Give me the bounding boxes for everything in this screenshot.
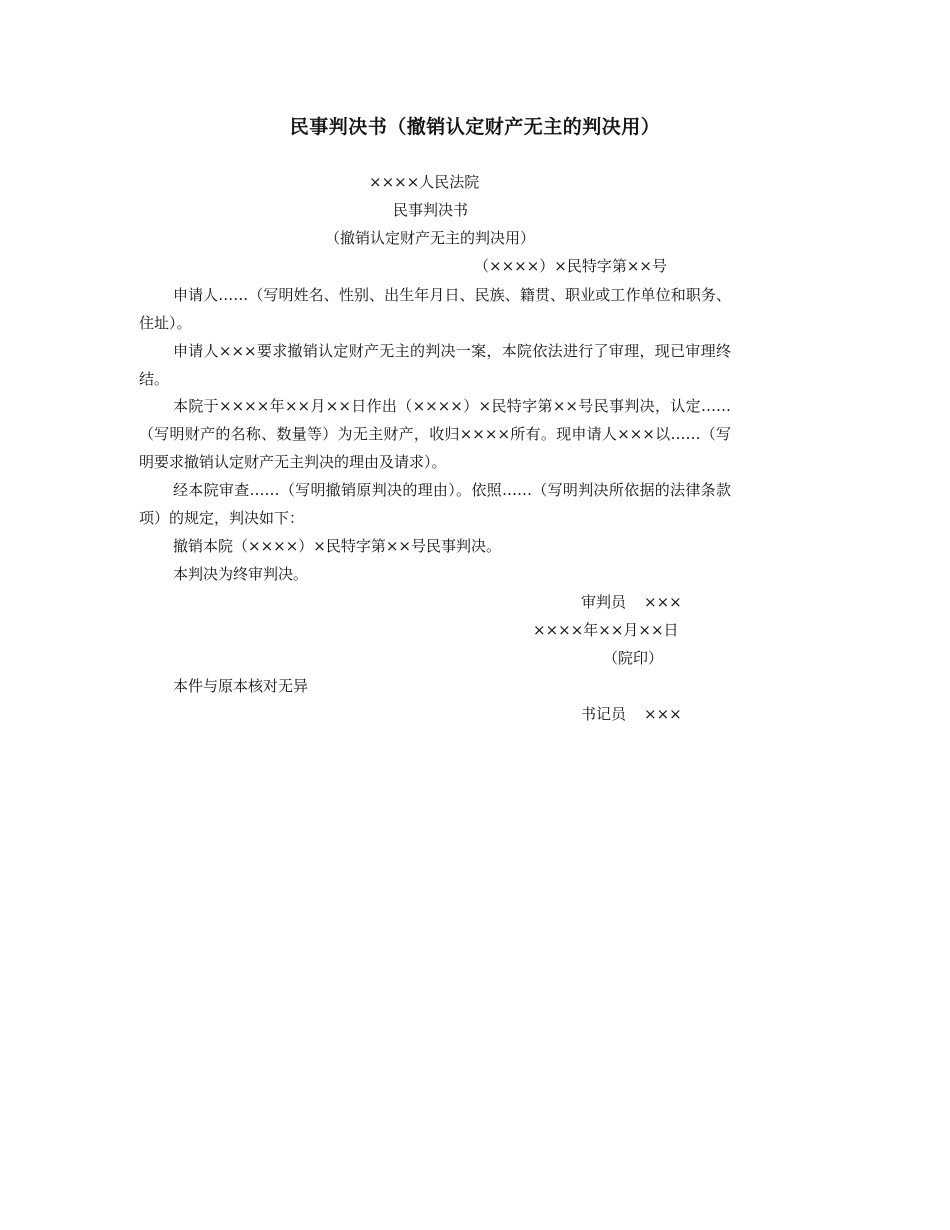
clerk-signature <box>581 704 682 724</box>
paragraph-original-judgment: 本院于××××年××月××日作出（××××）×民特字第××号民事判决，认定……（写明财产的名称、数量等）为无主财产，收归××××所有。现申请人×××以……（写明要求撤销认定财产无主判决的理由及请求）。 <box>139 397 731 471</box>
document-title: 民事判决书（撤销认定财产无主的判决用） <box>289 116 661 138</box>
judge-name: ××× <box>644 593 682 611</box>
certify-note: 本件与原本核对无异 <box>173 677 309 695</box>
court-name: ××××人民法院 <box>369 173 480 191</box>
clerk-name: ××× <box>644 705 682 723</box>
document-type: 民事判决书 <box>393 201 469 219</box>
court-seal: （院印） <box>603 649 664 667</box>
judge-label: 审判员 <box>581 593 627 611</box>
paragraph-applicant: 申请人……（写明姓名、性别、出生年月日、民族、籍贯、职业或工作单位和职务、住址）。 <box>139 286 731 332</box>
paragraph-review: 经本院审查……（写明撤销原判决的理由）。依照……（写明判决所依据的法律条款项）的规定，判决如下： <box>139 481 731 527</box>
judge-signature <box>581 592 682 612</box>
paragraph-ruling: 撤销本院（××××）×民特字第××号民事判决。 <box>173 537 501 555</box>
paragraph-finality: 本判决为终审判决。 <box>173 565 309 583</box>
paragraph-case-intro: 申请人×××要求撤销认定财产无主的判决一案，本院依法进行了审理，现已审理终结。 <box>139 342 731 388</box>
judgment-date: ××××年××月××日 <box>533 621 679 639</box>
clerk-label: 书记员 <box>581 705 627 723</box>
document-subtype: （撤销认定财产无主的判决用） <box>325 229 536 247</box>
document-number: （××××）×民特字第××号 <box>474 257 667 275</box>
